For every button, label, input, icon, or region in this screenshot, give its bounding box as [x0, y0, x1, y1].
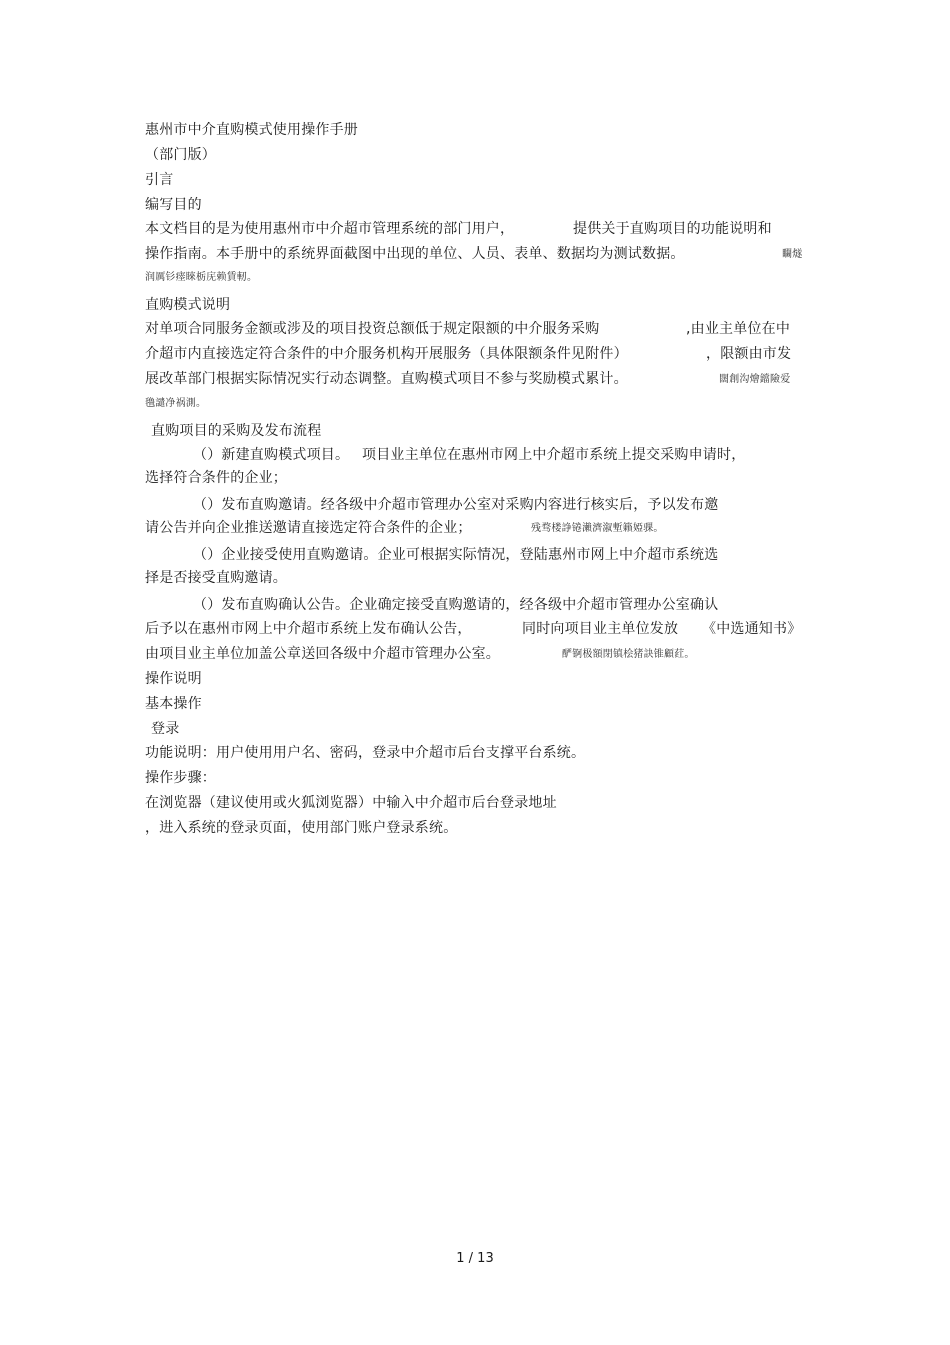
page-number: 1 / 13	[456, 1251, 494, 1266]
flow-heading: 直购项目的采购及发布流程	[151, 423, 322, 439]
flow-step-text: 同时向项目业主单位发放	[522, 621, 679, 637]
intro-heading: 引言	[145, 172, 174, 188]
login-heading: 登录	[151, 721, 180, 737]
flow-step-text: （）新建直购模式项目。	[193, 447, 350, 463]
mode-text: 展改革部门根据实际情况实行动态调整。直购模式项目不参与奖励模式累计。	[145, 371, 628, 387]
func-description: 功能说明：用户使用用户名、密码，登录中介超市后台支撑平台系统。	[145, 745, 586, 761]
mode-heading: 直购模式说明	[145, 297, 231, 313]
purpose-text: 操作指南。本手册中的系统界面截图中出现的单位、人员、表单、数据均为测试数据。	[145, 246, 685, 262]
flow-step-text: （）发布直购邀请。经各级中介超市管理办公室对采购内容进行核实后，予以发布邀	[193, 497, 719, 513]
garbled-text: 润厲钐瘗睞栃庑赖賃軔。	[145, 272, 258, 283]
mode-text: ，限额由市发	[706, 346, 792, 362]
flow-step-text: 后予以在惠州市网上中介超市系统上发布确认公告，	[145, 621, 472, 637]
garbled-text: 闊創沟燴鐺險爱	[719, 374, 791, 385]
steps-label: 操作步骤：	[145, 770, 216, 786]
flow-step-text: 择是否接受直购邀请。	[145, 570, 287, 586]
doc-subtitle: （部门版）	[145, 147, 216, 163]
basic-heading: 基本操作	[145, 696, 202, 712]
purpose-text: 本文档目的是为使用惠州市中介超市管理系统的部门用户，	[145, 221, 515, 237]
flow-step-text: 请公告并向企业推送邀请直接选定符合条件的企业；	[145, 520, 472, 536]
purpose-text: 提供关于直购项目的功能说明和	[573, 221, 772, 237]
step-text: 在浏览器（建议使用或火狐浏览器）中输入中介超市后台登录地址	[145, 795, 557, 811]
garbled-text: 氇譴净祸測。	[145, 398, 207, 409]
garbled-text: 酽锕极額閉镇桧猪訣锥顧荭。	[562, 649, 695, 660]
flow-step-text: 选择符合条件的企业；	[145, 470, 287, 486]
flow-step-text: （）发布直购确认公告。企业确定接受直购邀请的，经各级中介超市管理办公室确认	[193, 597, 719, 613]
step-text: ，进入系统的登录页面，使用部门账户登录系统。	[145, 820, 458, 836]
flow-step-text: 由项目业主单位加盖公章送回各级中介超市管理办公室。	[145, 646, 500, 662]
flow-step-text: 《中选通知书》	[702, 621, 802, 637]
mode-text: 对单项合同服务金额或涉及的项目投资总额低于规定限额的中介服务采购	[145, 321, 600, 337]
ops-heading: 操作说明	[145, 671, 202, 687]
flow-step-text: 项目业主单位在惠州市网上中介超市系统上提交采购申请时，	[362, 447, 746, 463]
purpose-heading: 编写目的	[145, 197, 202, 213]
garbled-text: 残骛楼諍锩瀨濟溆塹籟婭骒。	[531, 523, 664, 534]
doc-title: 惠州市中介直购模式使用操作手册	[145, 122, 358, 138]
mode-text: ,由业主单位在中	[686, 321, 791, 337]
flow-step-text: （）企业接受使用直购邀请。企业可根据实际情况，登陆惠州市网上中介超市系统选	[193, 547, 719, 563]
mode-text: 介超市内直接选定符合条件的中介服务机构开展服务（具体限额条件见附件）	[145, 346, 628, 362]
garbled-text: 矙燧	[782, 249, 803, 260]
